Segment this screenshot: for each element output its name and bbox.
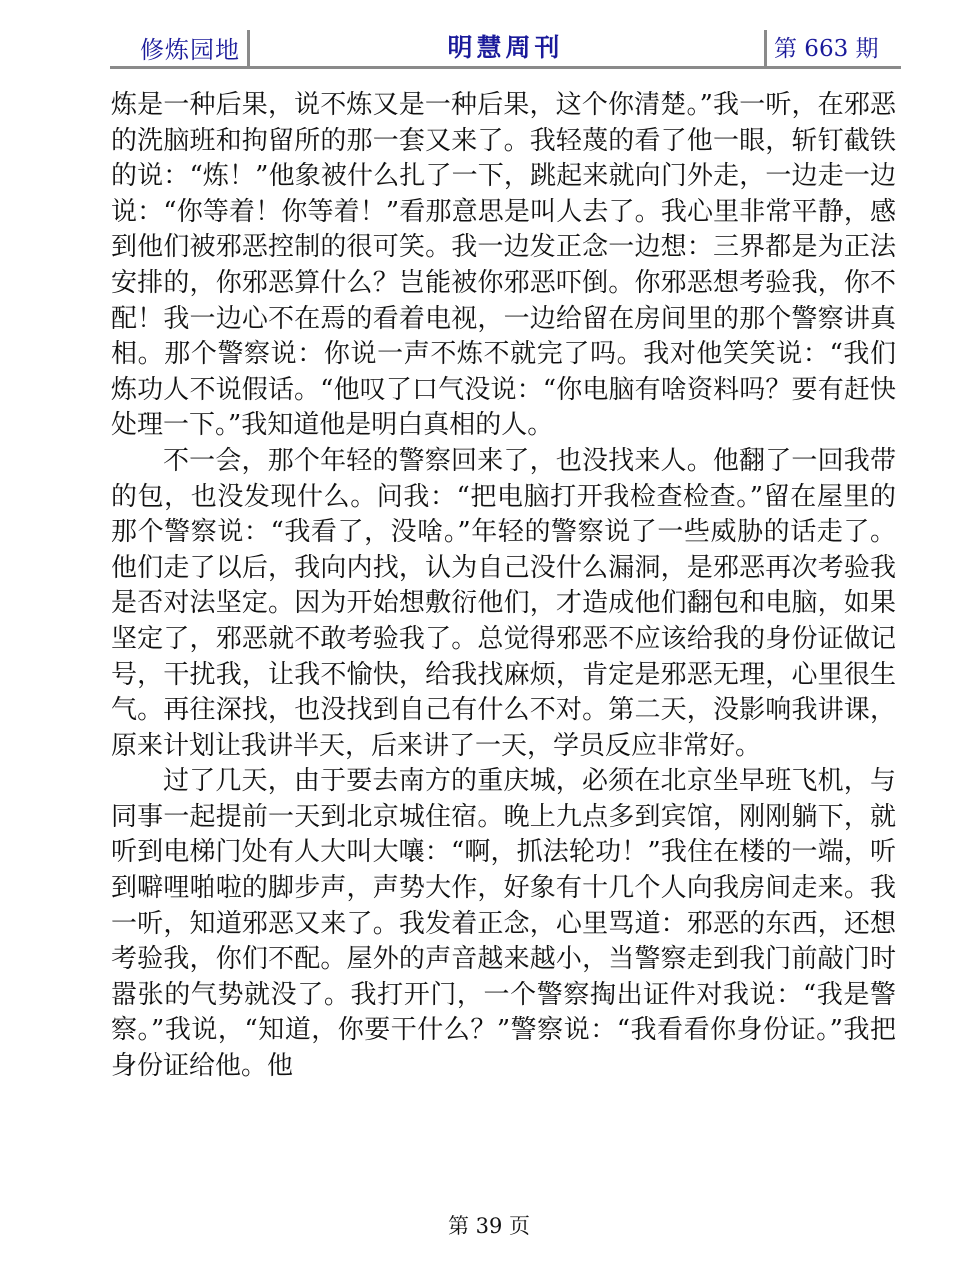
article-body [111,88,896,1085]
page-number: 第 39 页 [447,1214,531,1238]
header-rule [110,66,901,69]
section-name: 修炼园地 [140,36,240,64]
publication-title: 明慧周刊 [447,33,564,62]
issue-number: 第 663 期 [774,36,879,62]
paragraph: 炼是一种后果，说不炼又是一种后果，这个你清楚。”我一听，在邪恶的洗脑班和拘留所的那一套又来了。我轻蔑的看了他一眼，斩钉截铁的说：“炼！”他象被什么扎了一下，跳起来就向门外走，一边走一边说：“你等着！你等着！”看那意思是叫人去了。我心里非常平静，感到他们被邪恶控制的很可笑。我一边发正念一边想：三界都是为正法安排的，你邪恶算什么？岂能被你邪恶吓倒。你邪恶想考验我，你不配！我一边心不在焉的看着电视，一边给留在房间里的那个警察讲真相。那个警察说：你说一声不炼不就完了吗。我对他笑笑说：“我们炼功人不说假话。“他叹了口气没说：“你电脑有啥资料吗？要有赶快处理一下。”我知道他是明白真相的人。 [111,90,896,441]
paragraph: 不一会，那个年轻的警察回来了，也没找来人。他翻了一回我带的包，也没发现什么。问我：“把电脑打开我检查检查。”留在屋里的那个警察说：“我看了，没啥。”年轻的警察说了一些威胁的话走了。他们走了以后，我向内找，认为自己没什么漏洞，是邪恶再次考验我是否对法坚定。因为开始想敷衍他们，才造成他们翻包和电脑，如果坚定了，邪恶就不敢考验我了。总觉得邪恶不应该给我的身份证做记号，干扰我，让我不愉快，给我找麻烦，肯定是邪恶无理，心里很生气。再往深找，也没找到自己有什么不对。第二天，没影响我讲课，原来计划让我讲半天，后来讲了一天，学员反应非常好。 [111,445,896,761]
page-header [110,24,901,68]
paragraph: 过了几天，由于要去南方的重庆城，必须在北京坐早班飞机，与同事一起提前一天到北京城住宿。晚上九点多到宾馆，刚刚躺下，就听到电梯门处有人大叫大嚷：“啊，抓法轮功！”我住在楼的一端，听到噼哩啪啦的脚步声，声势大作，好象有十几个人向我房间走来。我一听，知道邪恶又来了。我发着正念，心里骂道：邪恶的东西，还想考验我，你们不配。屋外的声音越来越小，当警察走到我门前敲门时嚣张的气势就没了。我打开门，一个警察掏出证件对我说：“我是警察。”我说，“知道，你要干什么？”警察说：“我看看你身份证。”我把身份证给他。他 [111,766,896,1082]
header-divider [764,30,767,66]
